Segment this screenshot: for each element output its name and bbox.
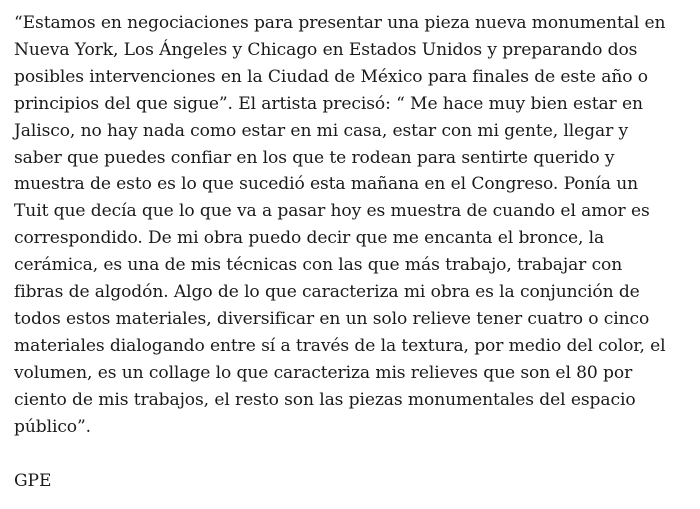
quote-line: ciento de mis trabajos, el resto son las piezas monumentales del espacio bbox=[14, 389, 636, 410]
quote-line: Jalisco, no hay nada como estar en mi casa, estar con mi gente, llegar y bbox=[14, 120, 629, 141]
quote-line: todos estos materiales, diversificar en un solo relieve tener cuatro o cinco bbox=[14, 308, 650, 329]
quote-line: correspondido. De mi obra puedo decir que me encanta el bronce, la bbox=[14, 228, 605, 249]
quote-line: cerámica, es una de mis técnicas con las que más trabajo, trabajar con bbox=[14, 255, 623, 276]
quote-line: Nueva York, Los Ángeles y Chicago en Estados Unidos y preparando dos bbox=[14, 39, 638, 60]
author-signature: GPE bbox=[14, 471, 52, 491]
quote-line: muestra de esto es lo que sucedió esta mañana en el Congreso. Ponía un bbox=[14, 174, 639, 195]
article-body bbox=[14, 10, 692, 491]
quote-line: Tuit que decía que lo que va a pasar hoy es muestra de cuando el amor es bbox=[14, 201, 650, 222]
quote-line: volumen, es un collage lo que caracteriza mis relieves que son el 80 por bbox=[14, 362, 633, 383]
quote-line: posibles intervenciones en la Ciudad de México para finales de este año o bbox=[14, 66, 648, 87]
quote-line: “Estamos en negociaciones para presentar una pieza nueva monumental en bbox=[14, 13, 666, 33]
quote-line: saber que puedes confiar en los que te rodean para sentirte querido y bbox=[14, 147, 615, 168]
quote-paragraph bbox=[14, 10, 692, 441]
quote-line: público”. bbox=[14, 416, 91, 437]
quote-line: materiales dialogando entre sí a través de la textura, por medio del color, el bbox=[14, 335, 666, 356]
quote-line: fibras de algodón. Algo de lo que caracteriza mi obra es la conjunción de bbox=[14, 282, 640, 303]
quote-line: principios del que sigue”. El artista precisó: “ Me hace muy bien estar en bbox=[14, 93, 643, 114]
